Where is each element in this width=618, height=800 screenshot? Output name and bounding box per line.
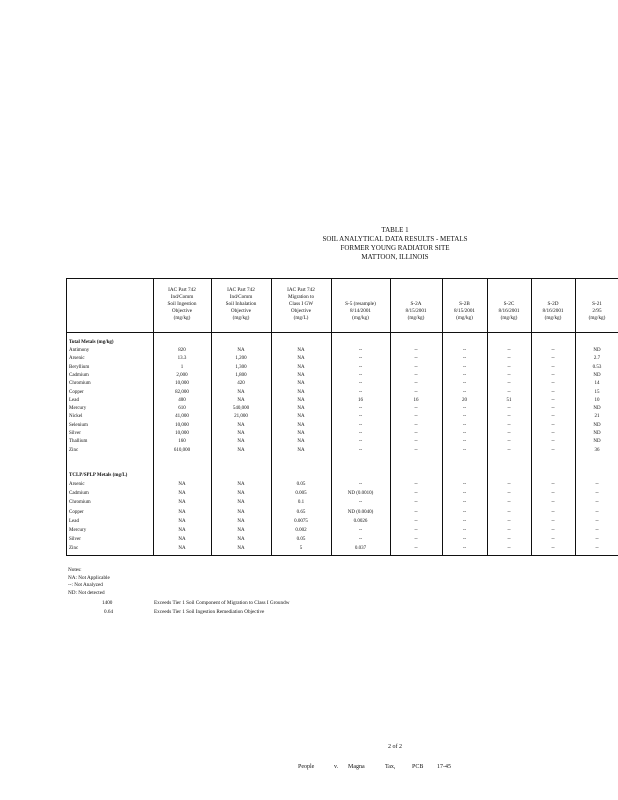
table-cell: --: [462, 546, 467, 552]
table-cell: --: [595, 491, 599, 497]
table-cell: NA: [237, 500, 245, 506]
table-cell: NA: [237, 537, 245, 543]
column-header-line: Migration to: [287, 294, 315, 300]
table-cell: 0.002: [295, 528, 307, 533]
table-cell: 1,200: [235, 356, 247, 362]
table-cell: NA: [297, 406, 305, 412]
table-cell: 0.037: [354, 546, 367, 552]
column-header-line: (mg/kg): [232, 315, 250, 321]
table-cell: --: [358, 447, 363, 453]
table-cell: --: [462, 389, 467, 395]
table-cell: NA: [297, 414, 305, 420]
analyte-name: Silver: [69, 537, 81, 543]
table-cell: 0.1: [297, 500, 305, 506]
table-cell: 41,000: [175, 414, 189, 420]
analyte-name: Arsenic: [69, 356, 85, 362]
analyte-name: Copper: [69, 509, 84, 515]
table-cell: --: [507, 482, 511, 487]
notes-heading: Notes:: [68, 567, 82, 573]
table-cell: --: [507, 537, 511, 543]
column-header-line: Class I GW: [288, 301, 314, 307]
table-cell: NA: [178, 528, 186, 533]
table-cell: --: [414, 482, 418, 487]
table-cell: 16: [413, 397, 419, 403]
table-cell: --: [358, 528, 363, 533]
table-cell: 610: [178, 406, 186, 412]
table-cell: NA: [237, 439, 245, 445]
analyte-name: Silver: [69, 431, 81, 436]
table-cell: 400: [178, 397, 186, 403]
table-cell: --: [507, 348, 511, 353]
table-cell: 540,000: [232, 406, 250, 412]
table-title: SOIL ANALYTICAL DATA RESULTS - METALS: [322, 235, 468, 243]
table-cell: --: [551, 348, 555, 353]
column-header-line: S-2A: [410, 301, 422, 307]
table-cell: --: [551, 537, 555, 543]
legend-value-2: 0.64: [104, 609, 114, 615]
table-cell: NA: [297, 389, 305, 395]
analyte-name: Beryllium: [69, 364, 90, 370]
column-header-line: S-5 (resample): [345, 301, 376, 307]
table-cell: --: [414, 491, 418, 497]
table-cell: --: [595, 537, 599, 543]
table-cell: NA: [178, 546, 186, 552]
section-total-metals: Total Metals (mg/kg): [69, 340, 114, 345]
column-header-line: 2/95: [592, 308, 602, 314]
table-cell: 10: [594, 397, 600, 403]
note-not-analyzed: --: Not Analyzed: [68, 582, 103, 588]
table-cell: 0.65: [296, 509, 306, 515]
table-cell: 13.3: [177, 356, 187, 362]
table-cell: --: [462, 491, 467, 497]
table-cell: --: [358, 356, 363, 362]
table-cell: --: [462, 509, 467, 515]
table-cell: --: [358, 364, 363, 370]
table-cell: NA: [237, 546, 245, 552]
analyte-name: Thallium: [69, 439, 88, 445]
table-cell: NA: [297, 447, 305, 453]
table-cell: --: [414, 422, 418, 428]
legend-text-1: Exceeds Tier 1 Soil Component of Migration to Class I Groundw: [154, 600, 290, 606]
table-cell: --: [595, 546, 599, 552]
table-cell: --: [358, 372, 363, 378]
column-header-line: IAC Part 742: [168, 287, 196, 293]
table-cell: --: [462, 422, 467, 428]
table-cell: --: [507, 414, 511, 420]
analyte-name: Cadmium: [69, 372, 89, 378]
column-header-line: 8/16/2001: [542, 308, 564, 314]
table-cell: --: [358, 348, 363, 353]
table-cell: NA: [178, 482, 186, 487]
table-cell: --: [551, 422, 555, 428]
table-cell: --: [551, 528, 555, 533]
column-header-line: (mg/kg): [407, 315, 425, 321]
site-location: MATTOON, ILLINOIS: [361, 253, 429, 261]
table-cell: --: [414, 406, 418, 412]
table-cell: --: [595, 528, 599, 533]
table-cell: 1,300: [235, 364, 247, 370]
table-cell: --: [462, 348, 467, 353]
section-tclp-metals: TCLP/SPLP Metals (mg/L): [69, 473, 128, 478]
table-cell: 10,000: [175, 422, 189, 428]
legend-text-2: Exceeds Tier 1 Soil Ingestion Remediation Objective: [154, 609, 265, 615]
table-cell: NA: [297, 439, 305, 445]
table-cell: --: [551, 509, 555, 515]
column-header-line: Ind/Comm: [170, 294, 194, 300]
table-cell: --: [507, 372, 511, 378]
table-cell: 0.05: [296, 482, 306, 487]
table-cell: --: [551, 381, 555, 387]
table-cell: --: [358, 389, 363, 395]
table-cell: --: [414, 414, 418, 420]
table-cell: NA: [297, 397, 305, 403]
table-cell: NA: [237, 482, 245, 487]
table-cell: --: [414, 356, 418, 362]
table-cell: --: [551, 500, 555, 506]
table-cell: --: [358, 537, 363, 543]
table-cell: NA: [237, 431, 245, 436]
table-cell: NA: [237, 389, 245, 395]
table-cell: --: [358, 414, 363, 420]
table-cell: 36: [594, 447, 600, 453]
table-cell: --: [462, 372, 467, 378]
table-cell: --: [507, 447, 511, 453]
column-header-line: Objective: [171, 308, 193, 314]
table-cell: --: [551, 372, 555, 378]
analyte-name: Zinc: [69, 546, 79, 552]
table-cell: --: [551, 447, 555, 453]
column-header-line: (mg/L): [293, 315, 309, 321]
analyte-name: Selenium: [69, 422, 88, 428]
table-cell: --: [462, 439, 467, 445]
column-header-line: (mg/kg): [500, 315, 518, 321]
table-cell: 5: [299, 546, 303, 552]
column-header-line: (mg/kg): [544, 315, 562, 321]
column-header-line: 8/14/2001: [349, 308, 372, 314]
table-cell: --: [358, 500, 363, 506]
metals-results-table: [66, 278, 618, 556]
table-cell: --: [507, 509, 511, 515]
table-cell: NA: [297, 381, 305, 387]
table-cell: --: [551, 546, 555, 552]
table-cell: NA: [297, 431, 305, 436]
analyte-name: Chromium: [69, 381, 91, 387]
table-cell: --: [462, 364, 467, 370]
table-cell: --: [595, 482, 599, 487]
table-cell: --: [358, 431, 363, 436]
analyte-name: Nickel: [69, 414, 83, 420]
table-cell: --: [507, 439, 511, 445]
table-cell: --: [462, 406, 467, 412]
table-cell: NA: [178, 537, 186, 543]
table-cell: --: [507, 381, 511, 387]
table-cell: --: [414, 518, 418, 524]
table-cell: --: [358, 422, 363, 428]
table-cell: --: [507, 491, 511, 497]
table-cell: ND: [593, 348, 601, 353]
column-header-line: Soil Inhalation: [225, 301, 257, 307]
table-cell: --: [358, 439, 363, 445]
table-cell: NA: [297, 348, 305, 353]
table-cell: --: [414, 431, 418, 436]
table-cell: ND: [593, 372, 601, 378]
table-cell: --: [462, 356, 467, 362]
note-na: NA: Not Applicable: [68, 575, 110, 581]
table-cell: --: [551, 491, 555, 497]
table-cell: NA: [297, 356, 305, 362]
table-cell: 10,000: [175, 431, 189, 436]
table-cell: --: [414, 389, 418, 395]
table-cell: --: [507, 364, 511, 370]
site-name: FORMER YOUNG RADIATOR SITE: [340, 244, 450, 252]
table-cell: --: [507, 528, 511, 533]
table-cell: --: [358, 381, 363, 387]
table-cell: 51: [506, 397, 512, 403]
table-cell: --: [414, 500, 418, 506]
table-cell: 0.0026: [353, 518, 368, 524]
table-cell: --: [551, 397, 555, 403]
table-cell: 820: [178, 348, 186, 353]
table-cell: --: [507, 389, 511, 395]
note-not-detected: ND: Not detected: [68, 590, 105, 596]
table-cell: 160: [178, 439, 186, 445]
footer-magna: Magna: [348, 764, 365, 770]
table-cell: --: [595, 500, 599, 506]
table-cell: --: [551, 518, 555, 524]
table-cell: ND (0.0040): [347, 509, 374, 515]
table-cell: --: [414, 537, 418, 543]
analyte-name: Mercury: [69, 528, 87, 533]
table-cell: --: [414, 372, 418, 378]
footer-pcb: PCB: [412, 764, 424, 770]
table-cell: --: [551, 389, 555, 395]
column-header-line: S-2C: [503, 301, 515, 307]
analyte-name: Zinc: [69, 447, 79, 453]
table-cell: --: [551, 356, 555, 362]
table-cell: --: [551, 431, 555, 436]
column-header-line: S-2B: [459, 301, 470, 307]
column-header-line: Soil Ingestion: [167, 301, 197, 307]
analyte-name: Copper: [69, 389, 84, 395]
table-cell: ND: [593, 439, 601, 445]
analyte-name: Cadmium: [69, 491, 89, 497]
table-cell: 420: [237, 381, 245, 387]
table-cell: --: [358, 482, 363, 487]
table-cell: 21,000: [234, 414, 248, 420]
column-header-line: 8/15/2001: [453, 308, 476, 314]
legend-value-1: 1400: [102, 600, 113, 606]
table-cell: --: [507, 431, 511, 436]
table-cell: ND: [593, 431, 601, 436]
table-cell: 2.7: [593, 356, 601, 362]
table-cell: --: [551, 439, 555, 445]
table-cell: 82,000: [175, 389, 189, 395]
table-cell: 16: [358, 397, 363, 403]
table-cell: NA: [237, 518, 245, 524]
table-cell: --: [414, 348, 418, 353]
table-cell: 21: [594, 414, 600, 420]
table-cell: 0.0075: [294, 518, 308, 524]
table-number: TABLE 1: [381, 226, 409, 234]
column-header-line: IAC Part 742: [287, 287, 315, 293]
table-cell: 610,000: [173, 447, 191, 453]
analyte-name: Antimony: [69, 348, 90, 353]
table-cell: --: [507, 422, 511, 428]
table-cell: 14: [594, 381, 600, 387]
analyte-name: Lead: [69, 397, 79, 403]
column-header-line: IAC Part 742: [227, 287, 255, 293]
table-cell: NA: [237, 422, 245, 428]
table-cell: --: [462, 447, 467, 453]
table-cell: 20: [462, 397, 467, 403]
column-header-line: 8/15/2001: [405, 308, 427, 314]
table-cell: --: [414, 509, 418, 515]
column-header-line: S-2D: [547, 301, 559, 307]
table-cell: 0.53: [592, 364, 602, 370]
column-header-line: Objective: [230, 308, 252, 314]
table-cell: 1: [180, 364, 184, 370]
table-cell: 0.05: [296, 537, 306, 543]
column-header-line: S-21: [592, 301, 602, 307]
table-cell: --: [462, 431, 467, 436]
table-cell: --: [551, 414, 555, 420]
analyte-name: Mercury: [69, 406, 87, 412]
table-cell: --: [507, 546, 511, 552]
table-cell: --: [507, 518, 511, 524]
table-cell: --: [414, 447, 418, 453]
table-cell: NA: [297, 422, 305, 428]
table-cell: --: [551, 482, 555, 487]
header-rule: [67, 332, 618, 333]
table-cell: NA: [237, 528, 245, 533]
footer-case-number: 17-45: [437, 764, 451, 770]
table-cell: NA: [178, 518, 186, 524]
column-header-line: (mg/kg): [352, 315, 369, 321]
table-cell: NA: [178, 491, 186, 497]
table-cell: --: [551, 364, 555, 370]
table-cell: NA: [237, 348, 245, 353]
table-cell: 0.005: [295, 491, 307, 497]
table-cell: ND: [593, 406, 601, 412]
table-cell: 1,800: [235, 372, 247, 378]
table-cell: --: [507, 500, 511, 506]
analyte-name: Arsenic: [69, 482, 85, 487]
table-cell: ND: [593, 422, 601, 428]
table-cell: --: [462, 500, 467, 506]
table-cell: NA: [237, 447, 245, 453]
table-cell: --: [462, 528, 467, 533]
table-cell: NA: [178, 509, 186, 515]
table-cell: --: [414, 381, 418, 387]
table-cell: --: [414, 546, 418, 552]
analyte-name: Chromium: [69, 500, 91, 506]
table-cell: 15: [594, 389, 600, 395]
column-header-line: Objective: [290, 308, 312, 314]
table-cell: 2,000: [176, 372, 188, 378]
table-cell: NA: [297, 364, 305, 370]
table-cell: --: [462, 537, 467, 543]
column-header-line: Ind/Comm: [229, 294, 253, 300]
table-cell: NA: [237, 491, 245, 497]
column-header-line: (mg/kg): [173, 315, 191, 321]
table-cell: NA: [237, 397, 245, 403]
table-cell: --: [462, 518, 467, 524]
table-cell: --: [507, 356, 511, 362]
column-header-line: (mg/kg): [588, 315, 606, 321]
table-cell: --: [414, 528, 418, 533]
table-cell: --: [507, 406, 511, 412]
footer-people: People: [298, 764, 315, 770]
table-cell: 10,000: [175, 381, 189, 387]
column-header-line: 8/16/2001: [498, 308, 520, 314]
table-cell: NA: [297, 372, 305, 378]
table-cell: --: [551, 406, 555, 412]
table-cell: --: [414, 439, 418, 445]
table-cell: NA: [237, 509, 245, 515]
table-cell: --: [462, 381, 467, 387]
table-cell: --: [414, 364, 418, 370]
table-cell: --: [595, 509, 599, 515]
column-header-line: (mg/kg): [456, 315, 473, 321]
table-cell: --: [462, 414, 467, 420]
analyte-name: Lead: [69, 518, 79, 524]
table-cell: --: [462, 482, 467, 487]
table-cell: NA: [178, 500, 186, 506]
footer-tax: Tax,: [385, 764, 396, 770]
page-number: 2 of 2: [388, 744, 402, 750]
table-cell: ND (0.0010): [347, 491, 374, 497]
table-cell: --: [595, 518, 599, 524]
footer-v: v.: [334, 764, 339, 770]
table-cell: --: [358, 406, 363, 412]
